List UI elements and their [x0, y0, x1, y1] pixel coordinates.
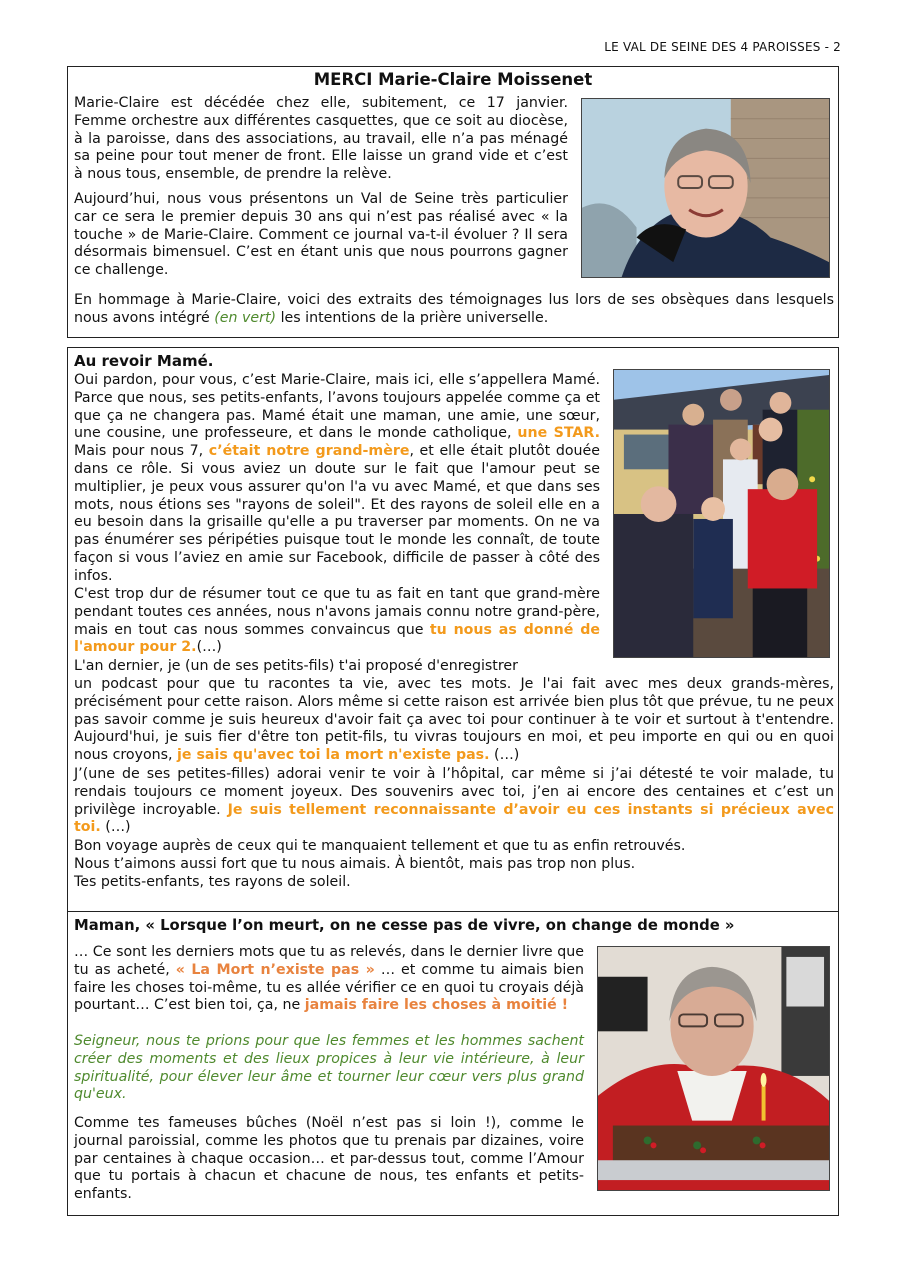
- maman-paragraph-2: Comme tes fameuses bûches (Noël n’est pas si loin !), comme le journal paroissial, comme les photos que tu prenais par dizaines, voire par centaines à chaque occasion… et par-dessus tout, comme l’Amour que tu portais à chacun et chacune de nous, tes enfants et petits-enfants.: [74, 1115, 584, 1203]
- highlight-reconnaissante: Je suis tellement reconnaissante d’avoir eu ces instants si précieux avec toi.: [74, 801, 834, 836]
- merci-title: MERCI Marie-Claire Moissenet: [313, 70, 593, 89]
- aurevoir-paragraph-4: [74, 766, 834, 837]
- text: , et elle était plutôt douée dans ce rôle. Si vous aviez un doute sur le fait que l'amour peut se multiplier, je peux vous assurer qu'on l'a vu avec Mamé, et que dans ses mots, nous étions ses "rayons de soleil". Et des rayons de soleil elle en a eu besoin dans la grisaille qu'elle a pu traverser par moments. On ne va pas énumérer ses péripéties puisque tout le monde les connaît, de toute façon si vous l’aviez en amie sur Facebook, difficile de passer à côté des infos.: [74, 443, 600, 584]
- merci-p3-text-end: les intentions de la prière universelle.: [276, 309, 549, 326]
- green-legend: (en vert): [214, 309, 277, 326]
- text: Oui pardon, pour vous, c’est Marie-Claire, mais ici, elle s’appellera Mamé. Parce que nous, ses petits-enfants, l’avons toujours appelée comme ça et que ça ne changera pas. Mamé était une maman, une amie, une sœur, une cousine, une professeure, et dans le monde catholique,: [74, 372, 600, 442]
- maman-title: Maman, « Lorsque l’on meurt, on ne cesse pas de vivre, on change de monde »: [74, 917, 735, 934]
- merci-p3-text: En hommage à Marie-Claire, voici des extraits des témoignages lus lors de ses obsèques dans lesquels nous avons intégré: [74, 292, 834, 326]
- aurevoir-title: Au revoir Mamé.: [74, 352, 214, 370]
- merci-paragraph-2: Aujourd’hui, nous vous présentons un Val de Seine très particulier car ce sera le premier depuis 30 ans qui n’est pas réalisé avec « la touche » de Marie-Claire. Comment ce journal va-t-il évoluer ? Il sera désormais bimensuel. C’est en étant unis que nous pourrons gagner ce challenge.: [74, 191, 568, 279]
- merci-section: [67, 66, 839, 338]
- text: … Ce sont les derniers mots que tu as relevés, dans le dernier livre que tu as acheté,: [74, 944, 584, 978]
- highlight-mort: je sais qu'avec toi la mort n'existe pas.: [177, 747, 490, 764]
- text: (…): [100, 819, 131, 836]
- text: C'est trop dur de résumer tout ce que tu as fait en tant que grand-mère pendant toutes ces années, nous n'avons jamais connu notre grand-père, mais en tout cas nous sommes convaincus que: [74, 586, 600, 638]
- running-head: LE VAL DE SEINE DES 4 PAROISSES - 2: [604, 40, 841, 54]
- text: … et comme tu aimais bien faire les choses toi-même, tu es allée vérifier ce en quoi tu croyais déjà pourtant… C’est bien toi, ça, ne: [74, 961, 585, 1014]
- maman-paragraph-1: [74, 944, 584, 1015]
- aurevoir-line-aimons: Nous t’aimons aussi fort que tu nous aimais. À bientôt, mais pas trop non plus.: [74, 856, 636, 872]
- testimonies-section: [67, 347, 839, 1216]
- text: J’(une de ses petites-filles) adorai venir te voir à l’hôpital, car même si j’ai détesté te voir malade, tu rendais toujours ce moment joyeux. Des souvenirs avec toi, j’en ai encore des centaines et c’est un privilège incroyable.: [74, 766, 834, 818]
- merci-paragraph-1: Marie-Claire est décédée chez elle, subitement, ce 17 janvier. Femme orchestre aux différentes casquettes, que ce soit au diocèse, à la paroisse, dans des associations, au travail, elle n’a pas ménagé sa peine pour tout mener de front. Elle laisse un grand vide et c’est à nous tous, ensemble, de prendre la relève.: [74, 95, 568, 183]
- prayer-intention: Seigneur, nous te prions pour que les femmes et les hommes sachent créer des moments et des lieux propices à leur vie intérieure, à leur spiritualité, pour élever leur âme et tourner leur cœur vers plus grand qu'eux.: [74, 1033, 584, 1103]
- text: (…): [196, 639, 222, 656]
- aurevoir-paragraph-1: [74, 372, 600, 586]
- highlight-amour: tu nous as donné de l'amour pour 2.: [74, 621, 601, 656]
- aurevoir-line-podcast: L'an dernier, je (un de ses petits-fils) t'ai proposé d'enregistrer: [74, 658, 518, 674]
- highlight-moitie: jamais faire les choses à moitié !: [304, 997, 569, 1014]
- portrait-photo: [581, 98, 830, 278]
- cake-photo: [597, 946, 830, 1191]
- section-divider: [68, 911, 838, 912]
- text: Mais pour nous 7,: [74, 443, 209, 460]
- highlight-grand-mere: c’était notre grand-mère: [208, 443, 410, 460]
- aurevoir-signature: Tes petits-enfants, tes rayons de soleil.: [74, 874, 351, 890]
- aurevoir-paragraph-3: [74, 676, 834, 765]
- highlight-star: une STAR.: [517, 425, 600, 442]
- aurevoir-paragraph-2: [74, 586, 600, 657]
- aurevoir-line-voyage: Bon voyage auprès de ceux qui te manquaient tellement et que tu as enfin retrouvés.: [74, 838, 686, 854]
- text: un podcast pour que tu racontes ta vie, avec tes mots. Je l'ai fait avec mes deux grands-mères, précisément pour cette raison. Alors même si cette raison est arrivée bien plus tôt que prévue, tu ne peux pas savoir comme je suis heureux d'avoir fait ça avec toi pour continuer à te voir et surtout à t'entendre. Aujourd'hui, je suis fier d'être ton petit-fils, tu vivras toujours en moi, et peu importe en qui ou en quoi nous croyons,: [74, 676, 834, 764]
- text: (…): [489, 747, 520, 764]
- merci-paragraph-3: [74, 292, 834, 328]
- highlight-book-title: « La Mort n’existe pas »: [175, 961, 375, 978]
- family-photo: [613, 369, 830, 658]
